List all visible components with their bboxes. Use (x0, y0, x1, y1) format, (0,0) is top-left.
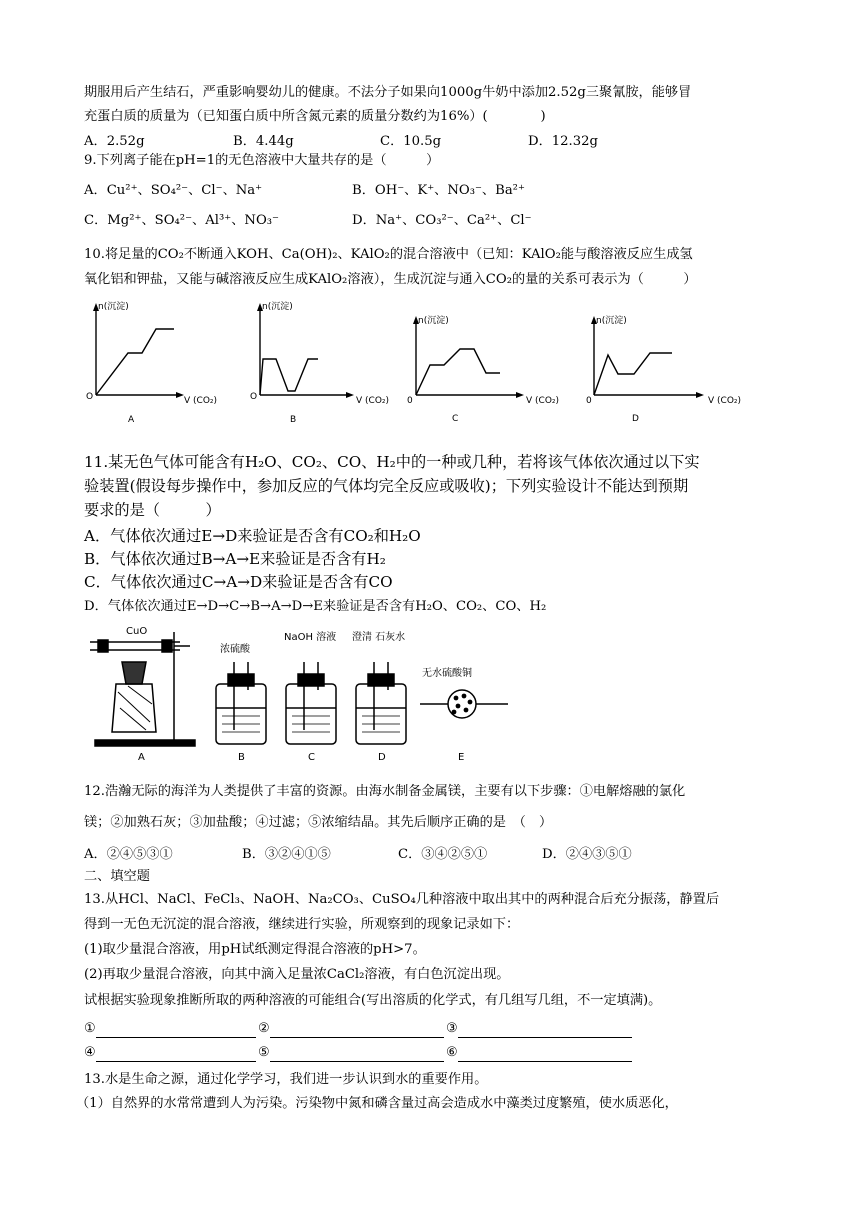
q11-line-3: 要求的是（ ） (84, 501, 221, 519)
q11-line-2: 验装置(假设每步操作中，参加反应的气体均完全反应或吸收)；下列实验设计不能达到预期 (84, 477, 689, 495)
q13a-line-1: 13.从HCl、NaCl、FeCl₃、NaOH、Na₂CO₃、CuSO₄几种溶液中取出其中的两种混合后充分振荡，静置后 (84, 892, 720, 907)
graph-b-xlabel: V (CO₂) (356, 396, 390, 406)
q11-option-b: B．气体依次通过B→A→E来验证是否含有H₂ (84, 550, 386, 568)
answer-blank-4-marker: ④ (84, 1045, 96, 1060)
apparatus-c-reagent: NaOH 溶液 (284, 632, 337, 643)
q9-option-a: A．Cu²⁺、SO₄²⁻、Cl⁻、Na⁺ (84, 183, 263, 198)
graph-c-ylabel: n(沉淀) (418, 316, 449, 326)
q13a-line-4: (2)再取少量混合溶液，向其中滴入足量浓CaCl₂溶液，有白色沉淀出现。 (84, 967, 510, 982)
graph-d-label: D (632, 414, 639, 424)
graph-d-xlabel: V (CO₂) (708, 396, 742, 406)
answer-blank-6-marker: ⑥ (446, 1045, 458, 1060)
q13a-line-2: 得到一无色无沉淀的混合溶液，继续进行实验，所观察到的现象记录如下： (84, 917, 520, 932)
answer-blank-4[interactable] (84, 1044, 256, 1062)
graph-c-label: C (452, 414, 459, 424)
answer-blank-2-marker: ② (258, 1021, 270, 1036)
section-2-heading: 二、填空题 (84, 869, 150, 884)
answer-blank-6[interactable] (446, 1044, 632, 1062)
intro-option-d: D．12.32g (528, 134, 598, 149)
apparatus-a-reagent: CuO (126, 626, 148, 637)
q13b-line-2: （1）自然界的水常常遭到人为污染。污染物中氮和磷含量过高会造成水中藻类过度繁殖，使水质恶化， (76, 1096, 678, 1111)
q9-stem: 9.下列离子能在pH=1的无色溶液中大量共存的是（ ） (84, 153, 440, 168)
graph-d-ylabel: n(沉淀) (596, 316, 627, 326)
graph-a-label: A (128, 415, 135, 425)
apparatus-e-reagent: 无水硫酸铜 (422, 668, 472, 679)
q12-line-2: 镁；②加熟石灰；③加盐酸；④过滤；⑤浓缩结晶。其先后顺序正确的是 （ ） (84, 815, 553, 830)
q10-line-1: 10.将足量的CO₂不断通入KOH、Ca(OH)₂、KAlO₂的混合溶液中（已知：KAlO₂能与酸溶液反应生成氢 (84, 247, 693, 262)
answer-blank-1-marker: ① (84, 1021, 96, 1036)
intro-option-b: B．4.44g (233, 134, 294, 149)
answer-blank-2[interactable] (258, 1020, 444, 1038)
graph-a-xlabel: V (CO₂) (184, 396, 218, 406)
q10-line-2: 氧化铝和钾盐，又能与碱溶液反应生成KAlO₂溶液），生成沉淀与通入CO₂的量的关系可表示为（ ） (84, 272, 697, 287)
graph-b-label: B (290, 415, 297, 425)
graph-c-xlabel: V (CO₂) (526, 396, 560, 406)
intro-option-c: C．10.5g (380, 134, 442, 149)
graph-b-ylabel: n(沉淀) (262, 302, 293, 312)
graph-b-origin: O (250, 392, 258, 402)
q11-apparatus (80, 622, 520, 764)
graph-a-origin: O (86, 392, 94, 402)
q13a-line-3: (1)取少量混合溶液，用pH试纸测定得混合溶液的pH>7。 (84, 942, 426, 957)
apparatus-d-reagent: 澄清 石灰水 (352, 632, 406, 643)
q11-option-a: A．气体依次通过E→D来验证是否含有CO₂和H₂O (84, 527, 421, 545)
apparatus-b-reagent: 浓硫酸 (220, 644, 250, 655)
apparatus-b-label: B (238, 752, 245, 763)
answer-blank-5-marker: ⑤ (258, 1045, 270, 1060)
apparatus-e-label: E (458, 752, 465, 763)
q11-line-1: 11.某无色气体可能含有H₂O、CO₂、CO、H₂中的一种或几种，若将该气体依次通过以下实 (84, 453, 700, 471)
q13a-line-5: 试根据实验现象推断所取的两种溶液的可能组合(写出溶质的化学式，有几组写几组，不一定填满)。 (84, 993, 662, 1008)
q12-option-b: B．③②④①⑤ (242, 847, 331, 862)
q11-option-c: C．气体依次通过C→A→D来验证是否含有CO (84, 573, 393, 591)
q12-line-1: 12.浩瀚无际的海洋为人类提供了丰富的资源。由海水制备金属镁，主要有以下步骤：①电解熔融的氯化 (84, 784, 686, 799)
intro-option-a: A．2.52g (84, 134, 145, 149)
apparatus-d-label: D (378, 752, 386, 763)
q13b-line-1: 13.水是生命之源，通过化学学习，我们进一步认识到水的重要作用。 (84, 1072, 488, 1087)
intro-line-1: 期服用后产生结石，严重影响婴幼儿的健康。不法分子如果向1000g牛奶中添加2.52g三聚氰胺，能够冒 (84, 85, 692, 100)
q12-option-d: D．②④③⑤① (542, 847, 632, 862)
answer-blank-5[interactable] (258, 1044, 444, 1062)
answer-blank-3-marker: ③ (446, 1021, 458, 1036)
answer-blank-3[interactable] (446, 1020, 632, 1038)
apparatus-c-label: C (308, 752, 315, 763)
answer-blank-1[interactable] (84, 1020, 256, 1038)
graph-c-origin: 0 (407, 396, 413, 406)
q11-option-d: D．气体依次通过E→D→C→B→A→D→E来验证是否含有H₂O、CO₂、CO、H₂ (84, 599, 547, 614)
q9-option-c: C．Mg²⁺、SO₄²⁻、Al³⁺、NO₃⁻ (84, 213, 279, 228)
intro-line-2: 充蛋白质的质量为（已知蛋白质中所含氮元素的质量分数约为16%）( ) (84, 109, 546, 124)
graph-d-origin: 0 (586, 396, 592, 406)
q9-option-b: B．OH⁻、K⁺、NO₃⁻、Ba²⁺ (352, 183, 525, 198)
q12-option-a: A．②④⑤③① (84, 847, 173, 862)
q12-option-c: C．③④②⑤① (398, 847, 488, 862)
graph-a-ylabel: n(沉淀) (98, 302, 129, 312)
q9-option-d: D．Na⁺、CO₃²⁻、Ca²⁺、Cl⁻ (352, 213, 532, 228)
apparatus-a-label: A (138, 752, 145, 763)
q10-graphs (80, 295, 780, 430)
